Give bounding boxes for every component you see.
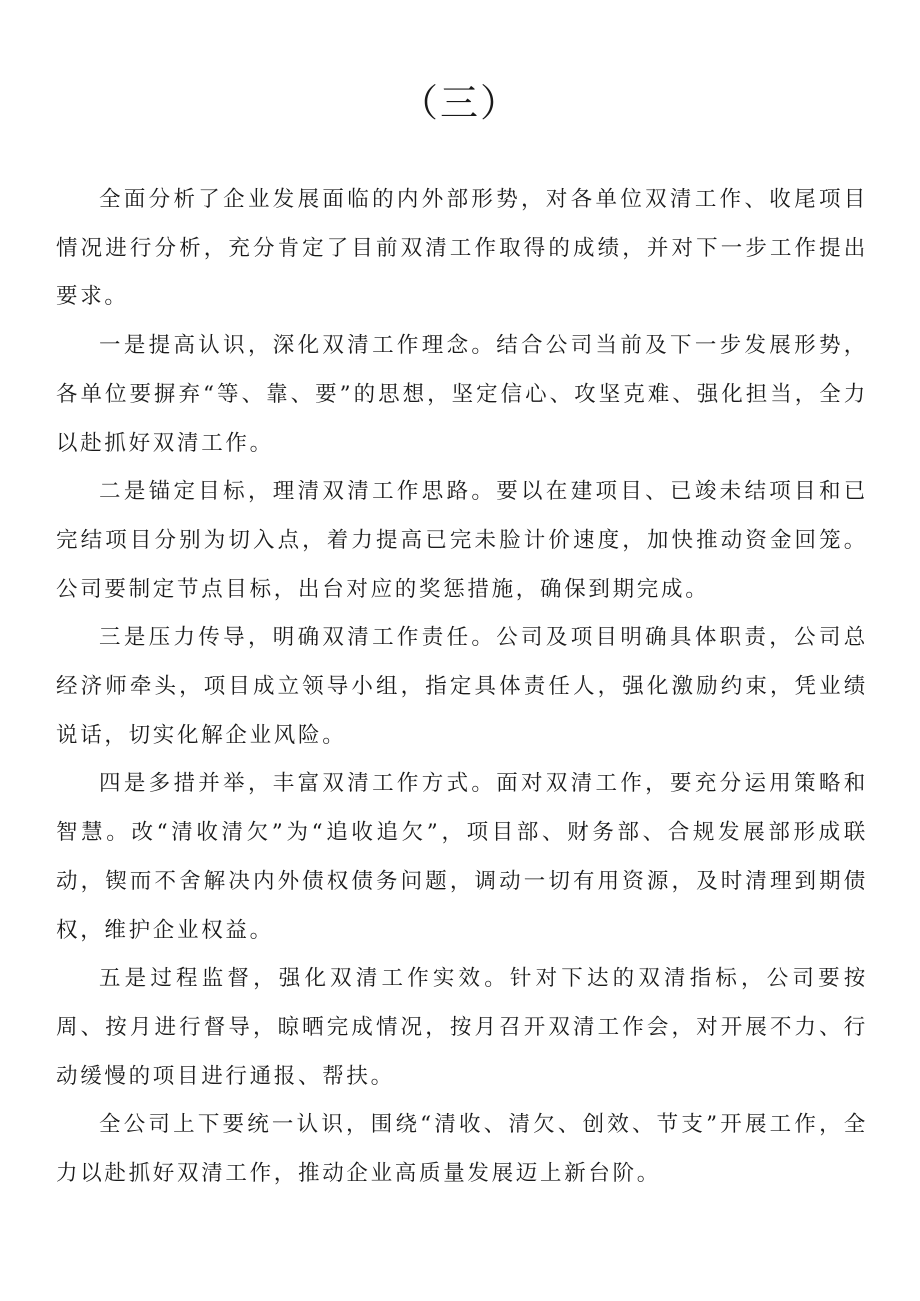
paragraph-point-3: 三是压力传导，明确双清工作责任。公司及项目明确具体职责，公司总经济师牵头，项目成立领导小组，指定具体责任人，强化激励约束，凭业绩说话，切实化解企业风险。 <box>56 625 868 748</box>
document-body <box>56 176 868 1199</box>
paragraph-point-1: 一是提高认识，深化双清工作理念。结合公司当前及下一步发展形势，各单位要摒弃“等、靠、要”的思想，坚定信心、攻坚克难、强化担当，全力以赴抓好双清工作。 <box>56 333 868 456</box>
paragraph-conclusion: 全公司上下要统一认识，围绕“清收、清欠、创效、节支”开展工作，全力以赴抓好双清工作，推动企业高质量发展迈上新台阶。 <box>56 1112 868 1187</box>
paragraph-intro: 全面分析了企业发展面临的内外部形势，对各单位双清工作、收尾项目情况进行分析，充分肯定了目前双清工作取得的成绩，并对下一步工作提出要求。 <box>56 187 868 310</box>
document-title: （三） <box>399 81 520 125</box>
paragraph-point-4: 四是多措并举，丰富双清工作方式。面对双清工作，要充分运用策略和智慧。改“清收清欠”为“追收追欠”，项目部、财务部、合规发展部形成联动，锲而不舍解决内外债权债务问题，调动一切有用资源，及时清理到期债权，维护企业权益。 <box>56 771 868 943</box>
paragraph-point-2: 二是锚定目标，理清双清工作思路。要以在建项目、已竣未结项目和已完结项目分别为切入点，着力提高已完未脸计价速度，加快推动资金回笼。公司要制定节点目标，出台对应的奖惩措施，确保到期完成。 <box>56 479 868 602</box>
paragraph-point-5: 五是过程监督，强化双清工作实效。针对下达的双清指标，公司要按周、按月进行督导，晾晒完成情况，按月召开双清工作会，对开展不力、行动缓慢的项目进行通报、帮扶。 <box>56 966 868 1089</box>
